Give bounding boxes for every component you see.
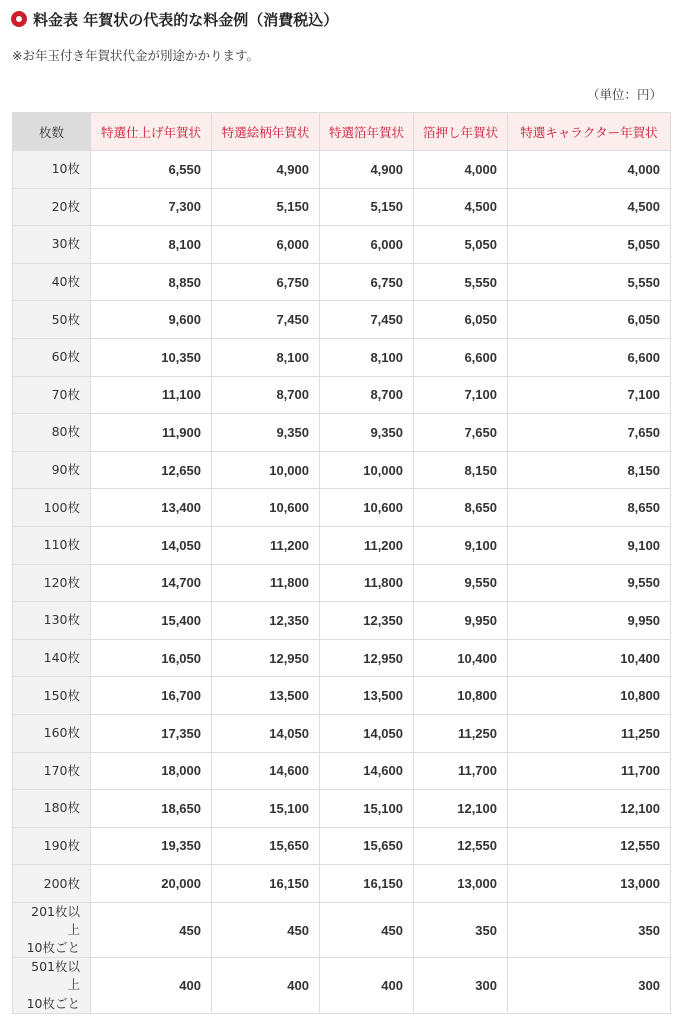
price-cell: 350 [414, 902, 508, 957]
price-cell: 400 [320, 958, 414, 1013]
price-cell: 10,400 [508, 639, 671, 677]
row-count-cell [13, 151, 91, 189]
row-count-label: 120枚 [43, 574, 80, 590]
price-cell: 9,100 [414, 526, 508, 564]
price-cell: 11,900 [91, 414, 212, 452]
price-cell: 8,100 [320, 338, 414, 376]
table-row [13, 301, 671, 339]
price-cell: 300 [414, 958, 508, 1013]
header-tokusen-character: 特選キャラクター年賀状 [508, 113, 671, 151]
row-count-label: 60枚 [51, 349, 80, 365]
row-count-label: 201枚以上 [31, 903, 80, 937]
price-cell: 5,050 [414, 226, 508, 264]
table-row [13, 827, 671, 865]
price-cell: 6,600 [414, 338, 508, 376]
price-cell: 13,500 [320, 677, 414, 715]
surcharge-note: ※お年玉付き年賀状代金が別途かかります。 [12, 48, 259, 63]
price-cell: 9,350 [320, 414, 414, 452]
price-cell: 6,600 [508, 338, 671, 376]
price-cell: 11,700 [508, 752, 671, 790]
price-cell: 9,550 [508, 564, 671, 602]
price-cell: 6,750 [320, 263, 414, 301]
table-row [13, 958, 671, 1013]
table-row [13, 564, 671, 602]
price-cell: 17,350 [91, 714, 212, 752]
price-cell: 7,450 [212, 301, 320, 339]
price-cell: 7,650 [414, 414, 508, 452]
row-count-label: 501枚以上 [31, 959, 80, 993]
price-cell: 12,950 [212, 639, 320, 677]
price-cell: 13,500 [212, 677, 320, 715]
row-count-label: 40枚 [51, 274, 80, 290]
header-count: 枚数 [13, 113, 91, 151]
row-count-cell [13, 639, 91, 677]
table-row [13, 451, 671, 489]
price-cell: 9,100 [508, 526, 671, 564]
price-cell: 7,650 [508, 414, 671, 452]
price-cell: 7,300 [91, 188, 212, 226]
price-cell: 4,000 [508, 151, 671, 189]
row-count-cell [13, 489, 91, 527]
price-cell: 10,800 [508, 677, 671, 715]
row-count-label: 90枚 [51, 461, 80, 477]
row-count-label: 20枚 [51, 198, 80, 214]
price-cell: 8,100 [212, 338, 320, 376]
row-count-cell [13, 714, 91, 752]
price-cell: 7,100 [508, 376, 671, 414]
section-heading [11, 8, 338, 30]
row-count-label: 140枚 [43, 649, 80, 665]
price-cell: 12,100 [414, 790, 508, 828]
row-count-label: 110枚 [43, 537, 80, 553]
price-cell: 14,700 [91, 564, 212, 602]
price-cell: 10,350 [91, 338, 212, 376]
table-row [13, 602, 671, 640]
price-cell: 10,800 [414, 677, 508, 715]
row-count-cell [13, 602, 91, 640]
price-cell: 19,350 [91, 827, 212, 865]
table-row [13, 752, 671, 790]
table-row [13, 414, 671, 452]
row-count-label: 30枚 [51, 236, 80, 252]
price-cell: 7,450 [320, 301, 414, 339]
price-cell: 16,150 [212, 865, 320, 903]
row-count-cell [13, 865, 91, 903]
price-cell: 14,050 [320, 714, 414, 752]
price-cell: 13,000 [414, 865, 508, 903]
row-count-label: 190枚 [43, 837, 80, 853]
price-cell: 8,700 [320, 376, 414, 414]
row-count-label: 180枚 [43, 800, 80, 816]
price-cell: 8,150 [414, 451, 508, 489]
row-count-cell [13, 376, 91, 414]
price-cell: 10,000 [320, 451, 414, 489]
price-cell: 18,000 [91, 752, 212, 790]
table-row [13, 902, 671, 957]
unit-label: （単位：円） [586, 87, 662, 102]
price-cell: 14,600 [320, 752, 414, 790]
price-cell: 12,550 [414, 827, 508, 865]
table-header-row [13, 113, 671, 151]
row-count-cell [13, 790, 91, 828]
price-cell: 11,200 [320, 526, 414, 564]
price-cell: 6,050 [414, 301, 508, 339]
price-cell: 6,750 [212, 263, 320, 301]
row-count-cell [13, 301, 91, 339]
price-cell: 14,050 [212, 714, 320, 752]
price-cell: 16,050 [91, 639, 212, 677]
row-count-cell [13, 451, 91, 489]
price-cell: 8,100 [91, 226, 212, 264]
price-cell: 5,550 [414, 263, 508, 301]
price-cell: 10,600 [320, 489, 414, 527]
price-cell: 14,050 [91, 526, 212, 564]
price-cell: 400 [212, 958, 320, 1013]
row-count-cell [13, 338, 91, 376]
table-row [13, 376, 671, 414]
table-row [13, 151, 671, 189]
price-cell: 9,350 [212, 414, 320, 452]
price-cell: 8,650 [414, 489, 508, 527]
price-cell: 13,400 [91, 489, 212, 527]
price-cell: 15,100 [320, 790, 414, 828]
price-cell: 5,150 [320, 188, 414, 226]
price-cell: 12,650 [91, 451, 212, 489]
price-cell: 6,000 [212, 226, 320, 264]
price-cell: 16,150 [320, 865, 414, 903]
row-count-cell [13, 414, 91, 452]
row-count-cell [13, 752, 91, 790]
price-cell: 9,950 [508, 602, 671, 640]
price-cell: 15,650 [212, 827, 320, 865]
header-hakuoshi: 箔押し年賀状 [414, 113, 508, 151]
row-count-cell [13, 958, 91, 1013]
price-cell: 9,600 [91, 301, 212, 339]
price-cell: 8,700 [212, 376, 320, 414]
price-cell: 11,800 [212, 564, 320, 602]
price-cell: 7,100 [414, 376, 508, 414]
price-cell: 5,150 [212, 188, 320, 226]
table-row [13, 677, 671, 715]
price-cell: 450 [212, 902, 320, 957]
price-cell: 12,950 [320, 639, 414, 677]
price-cell: 15,100 [212, 790, 320, 828]
price-cell: 15,400 [91, 602, 212, 640]
page-title: 料金表 年賀状の代表的な料金例（消費税込） [33, 10, 339, 29]
table-row [13, 338, 671, 376]
row-count-cell [13, 263, 91, 301]
row-count-label: 170枚 [43, 762, 80, 778]
price-cell: 8,150 [508, 451, 671, 489]
price-cell: 5,550 [508, 263, 671, 301]
table-row [13, 865, 671, 903]
price-cell: 8,850 [91, 263, 212, 301]
price-cell: 4,500 [414, 188, 508, 226]
price-cell: 450 [91, 902, 212, 957]
row-count-label: 10枚ごと [26, 940, 80, 956]
row-count-label: 10枚ごと [26, 995, 80, 1011]
row-count-label: 100枚 [43, 499, 80, 515]
row-count-label: 130枚 [43, 612, 80, 628]
price-cell: 12,550 [508, 827, 671, 865]
price-cell: 8,650 [508, 489, 671, 527]
price-cell: 11,250 [508, 714, 671, 752]
price-cell: 13,000 [508, 865, 671, 903]
row-count-cell [13, 226, 91, 264]
price-cell: 9,950 [414, 602, 508, 640]
price-cell: 300 [508, 958, 671, 1013]
red-circle-bullet-icon [11, 11, 27, 27]
price-cell: 4,900 [212, 151, 320, 189]
price-cell: 20,000 [91, 865, 212, 903]
price-cell: 350 [508, 902, 671, 957]
price-cell: 10,400 [414, 639, 508, 677]
table-row [13, 639, 671, 677]
price-cell: 400 [91, 958, 212, 1013]
row-count-label: 80枚 [51, 424, 80, 440]
price-cell: 11,250 [414, 714, 508, 752]
price-cell: 12,100 [508, 790, 671, 828]
price-cell: 5,050 [508, 226, 671, 264]
price-cell: 11,100 [91, 376, 212, 414]
table-row [13, 526, 671, 564]
row-count-cell [13, 677, 91, 715]
row-count-label: 200枚 [43, 875, 80, 891]
header-tokusen-shiage: 特選仕上げ年賀状 [91, 113, 212, 151]
price-cell: 11,200 [212, 526, 320, 564]
price-cell: 9,550 [414, 564, 508, 602]
row-count-label: 10枚 [51, 161, 80, 177]
table-row [13, 226, 671, 264]
price-cell: 6,050 [508, 301, 671, 339]
header-tokusen-haku: 特選箔年賀状 [320, 113, 414, 151]
price-cell: 11,700 [414, 752, 508, 790]
price-table [12, 112, 671, 1014]
row-count-cell [13, 526, 91, 564]
price-cell: 14,600 [212, 752, 320, 790]
row-count-cell [13, 902, 91, 957]
table-row [13, 263, 671, 301]
price-cell: 4,500 [508, 188, 671, 226]
price-cell: 12,350 [212, 602, 320, 640]
header-tokusen-egara: 特選絵柄年賀状 [212, 113, 320, 151]
price-cell: 4,900 [320, 151, 414, 189]
table-row [13, 790, 671, 828]
price-cell: 18,650 [91, 790, 212, 828]
price-cell: 16,700 [91, 677, 212, 715]
row-count-label: 150枚 [43, 687, 80, 703]
price-cell: 15,650 [320, 827, 414, 865]
price-cell: 10,000 [212, 451, 320, 489]
row-count-label: 160枚 [43, 725, 80, 741]
price-cell: 450 [320, 902, 414, 957]
row-count-cell [13, 564, 91, 602]
row-count-cell [13, 827, 91, 865]
row-count-cell [13, 188, 91, 226]
table-row [13, 188, 671, 226]
price-cell: 10,600 [212, 489, 320, 527]
price-cell: 11,800 [320, 564, 414, 602]
row-count-label: 50枚 [51, 311, 80, 327]
price-cell: 6,000 [320, 226, 414, 264]
table-row [13, 714, 671, 752]
row-count-label: 70枚 [51, 386, 80, 402]
price-cell: 4,000 [414, 151, 508, 189]
price-cell: 12,350 [320, 602, 414, 640]
table-row [13, 489, 671, 527]
price-cell: 6,550 [91, 151, 212, 189]
